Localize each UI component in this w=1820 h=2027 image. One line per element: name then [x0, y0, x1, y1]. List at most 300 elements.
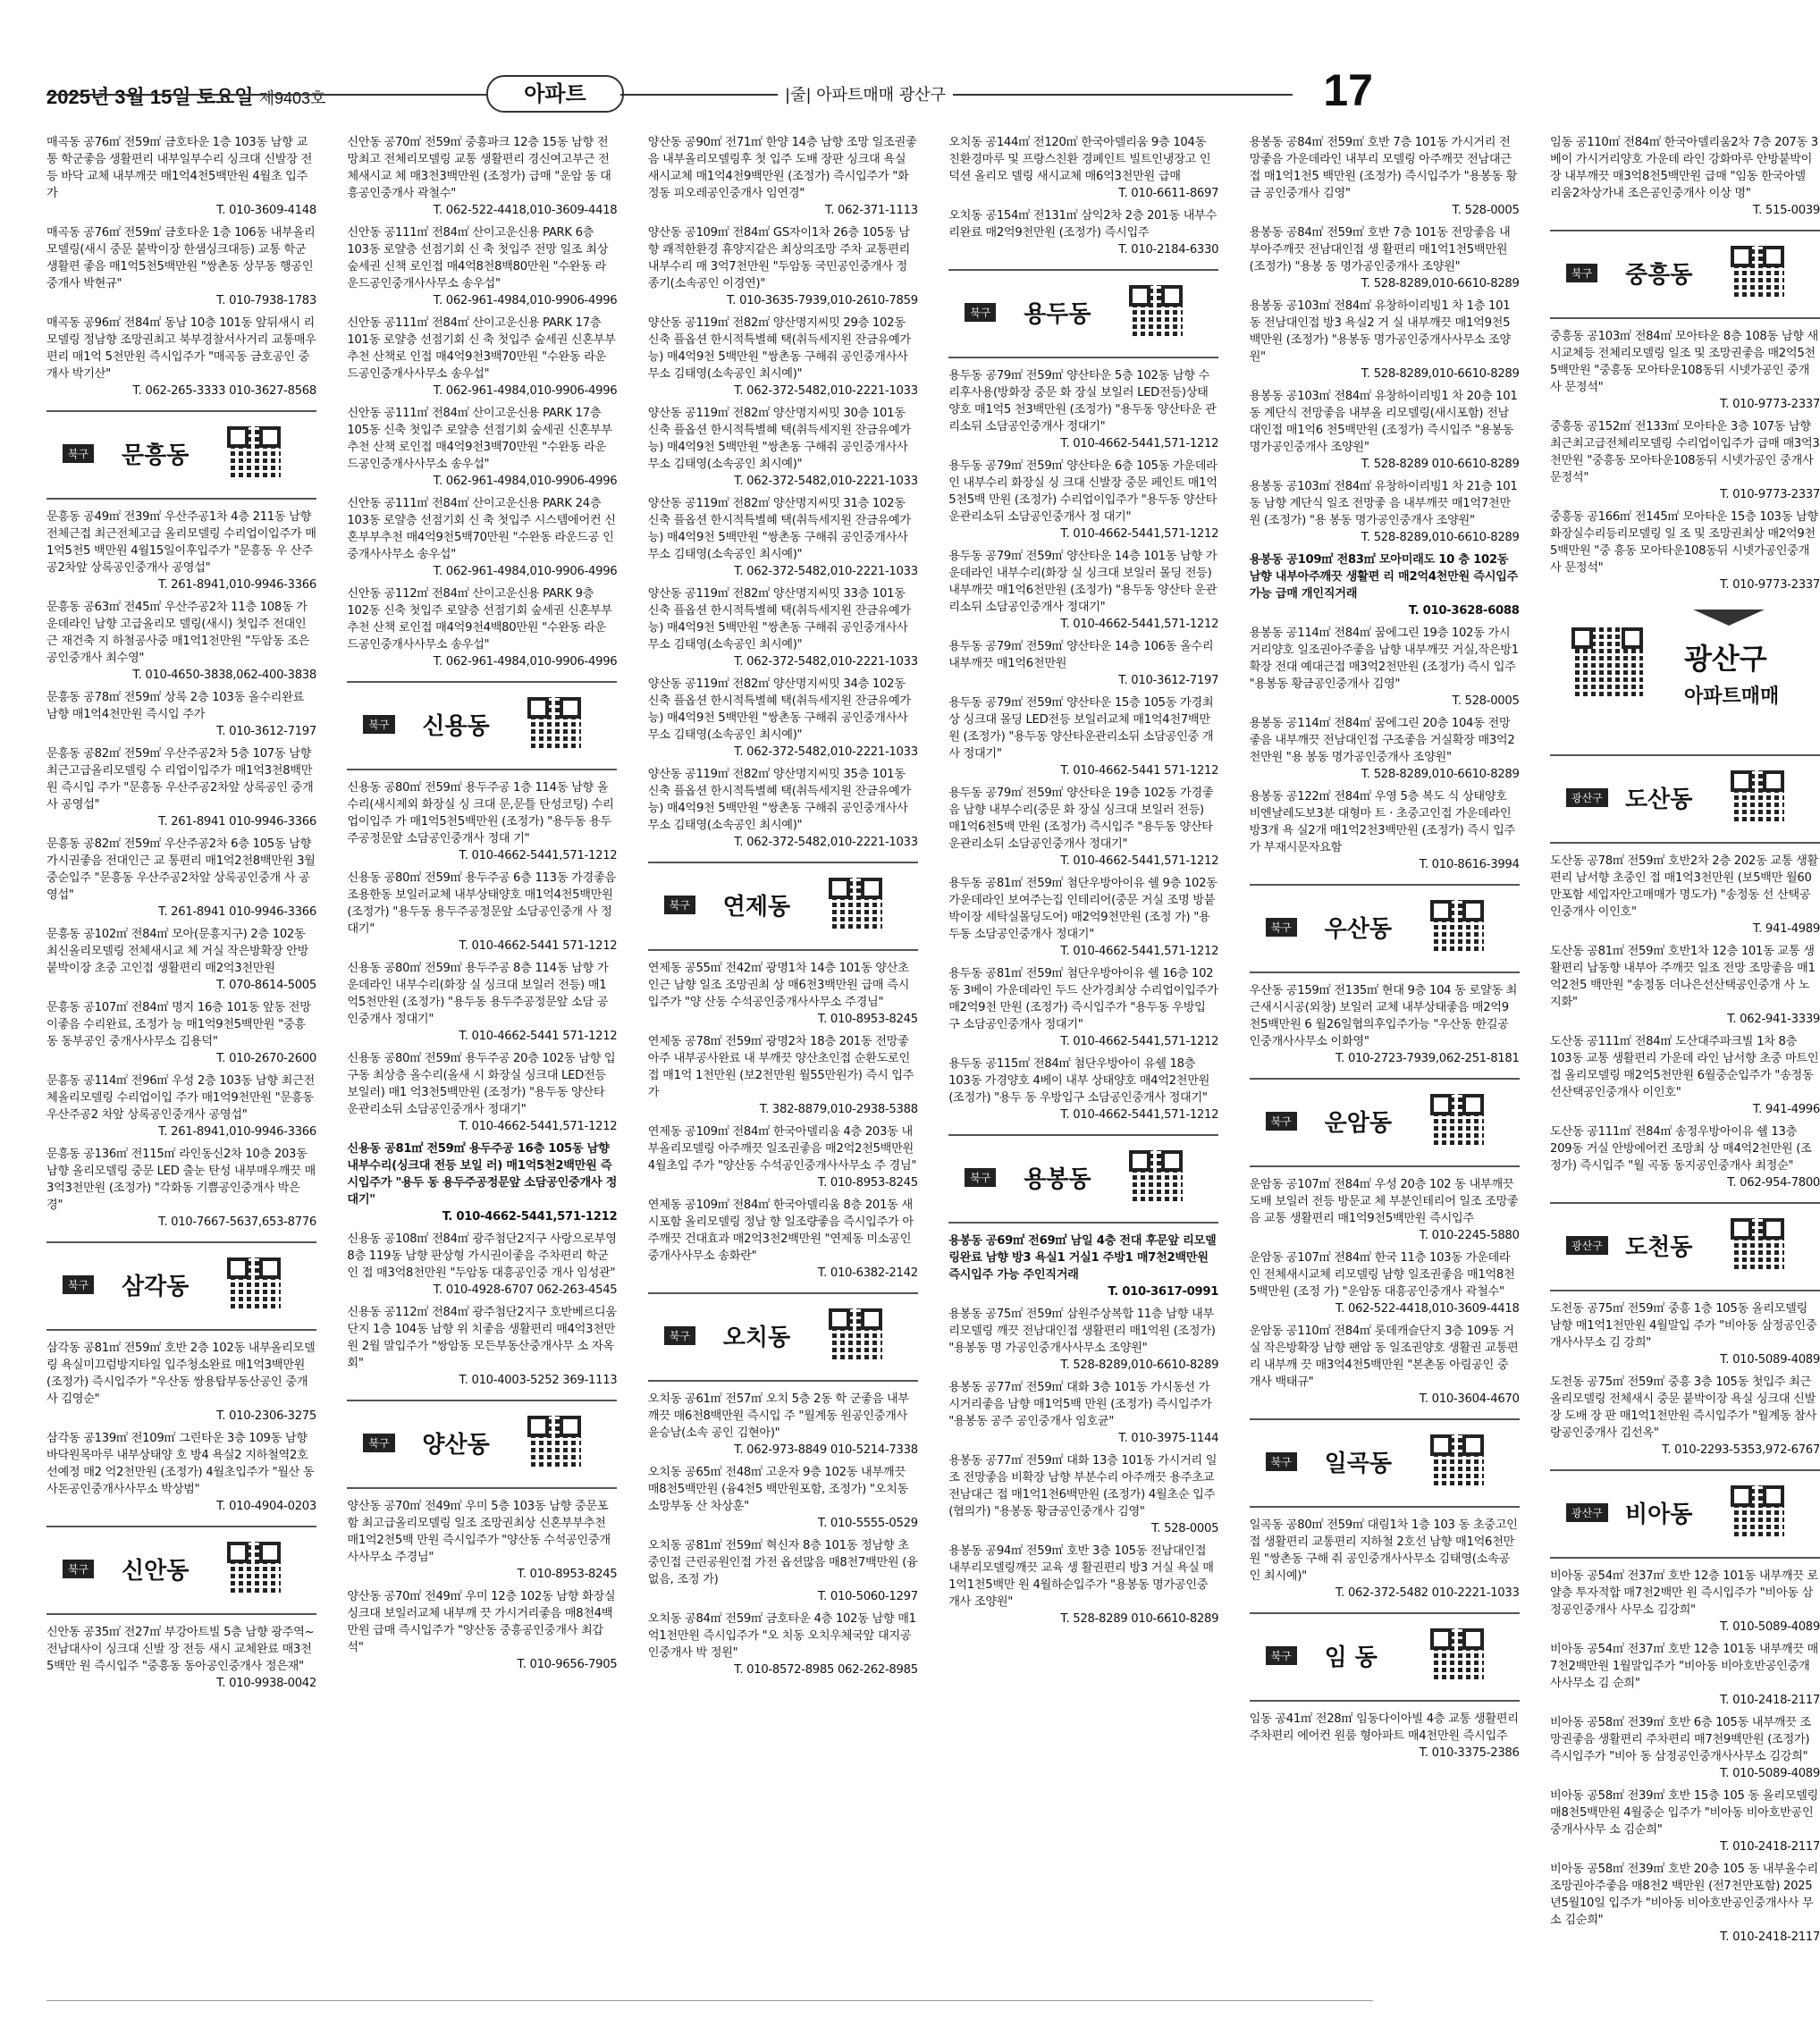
- listing-text: 일곡동 공80㎡ 전59㎡ 대림1차 1층 103 동 초중고인접 생활편리 교통편리 지하철 2호선 남향 매1억6천만원 "쌍촌동 구해 줘 공인중개사사무소 김태영(소속공인 최시예)": [1249, 1518, 1518, 1583]
- listing-phone: T. 528-8289 010-6610-8289: [1361, 458, 1520, 471]
- district-gu-badge: 북구: [1566, 264, 1597, 282]
- listing-item: [1550, 134, 1820, 219]
- listing-text: 신안동 공111㎡ 전84㎡ 산이고운신용 PARK 17층 105동 신축 첫입주 로얄층 선점기회 숲세권 신혼부부추천 산책 로인접 매4억9천3백70만원 "수완동 라운 드공인중개사사무소 송우섭": [347, 407, 612, 471]
- listing-phone: T. 010-4662-5441,571-1212: [1060, 945, 1219, 958]
- listing-text: 매곡동 공96㎡ 전84㎡ 동남 10층 101동 앞뒤새시 리모델링 정남향 조망권최고 북부경찰서사거리 교통매우편리 매1억 5천만원 즉시입주가 "매곡동 금호공인 중개사 박기산": [46, 316, 316, 381]
- listing-text: 용봉동 공77㎡ 전59㎡ 대화 13층 101동 가시거리 일조 전망좋음 비확장 남향 부분수리 아주깨끗 용주초교 전남대근 접 매1억1천6백만원 (조정가) 4월초순 입주(협의가) "용봉동 황금공인중개사 김영": [948, 1454, 1218, 1518]
- listing-phone: T. 010-7938-1783: [216, 294, 316, 307]
- arrow-down-icon: [1693, 610, 1765, 626]
- listing-item: [648, 405, 918, 490]
- qr-code-icon[interactable]: [527, 1416, 581, 1469]
- listing-text: 양산동 공119㎡ 전82㎡ 양산명지씨밋 35층 101동 신축 플옵션 한시적특별혜 택(취득세지원 잔금유예가능) 매4억9천 5백만원 "쌍촌동 구해줘 공인중개사사 무소 김태영(소속공인 최시예)": [647, 768, 911, 832]
- listing-phone: T. 010-9773-2337: [1720, 398, 1820, 411]
- listing-text: 비아동 공54㎡ 전37㎡ 호반 12층 101동 내부깨끗 로얄층 투자적합 매7천2백만 원 즉시입주가 "비아동 삼정공인중개사 사무소 김강희": [1550, 1569, 1818, 1617]
- district-heading: [1250, 1418, 1520, 1508]
- listing-text: 운암동 공107㎡ 전84㎡ 우성 20층 102 동 내부깨끗 도배 보일러 전등 방문교 체 부분인테리어 일조 조망좋음 교통 생활편리 매1억9천5백만원 즉시입주: [1249, 1178, 1519, 1225]
- district-gu-badge: 북구: [965, 303, 996, 322]
- listing-text: 비아동 공58㎡ 전39㎡ 호반 6층 105동 내부깨끗 조망권좋음 생활편리 주차편리 매7천9백만원 (조정가) 즉시입주가 "비아 동 삼정공인중개사사무소 김강희": [1550, 1716, 1811, 1763]
- listing-text: 중흥동 공103㎡ 전84㎡ 모아타운 8층 108동 남향 새시교체등 전체리모델링 일조 및 조망권좋음 매2억5천5백만원 "중흥동 모아타운108동뒤 시넷가공인 중개사 문정석": [1550, 330, 1818, 394]
- footer-rule: [46, 2000, 1373, 2001]
- listing-item: [948, 548, 1218, 633]
- listing-text: 문흥동 공63㎡ 전45㎡ 우산주공2차 11층 108동 가운데라인 남향 고급올리모 델링(새시) 첫입주 전대인근 재건축 지 하철공사중 매1억1천만원 "두암동 조은 공인중개사 최수영": [46, 601, 310, 665]
- listing-phone: T. 062-372-5482,010-2221-1033: [734, 836, 918, 849]
- listing-text: 도산동 공111㎡ 전84㎡ 도산대주파크빌 1차 8층 103동 교통 생활편리 가운데 라인 남서향 초중 마트인접 올리모델링 매2억5천만원 6월중순입주가 "송정동 선산택공인중개사 이인호": [1550, 1035, 1819, 1099]
- listing-text: 임동 공110㎡ 전84㎡ 한국아델리움2차 7층 207동 3베이 가시거리양호 가운데 라인 강화마루 안방붙박이장 내부깨끗 매3억8천5백만원 급매 "임동 한국아델 리움2차상가내 조은공인중개사 이상 명": [1550, 136, 1818, 200]
- district-gu-badge: 광산구: [1566, 788, 1608, 807]
- region-subtitle: 아파트매매: [1684, 685, 1780, 708]
- listing-item: [347, 1304, 617, 1389]
- listing-phone: T. 010-2293-5353,972-6767: [1662, 1443, 1820, 1457]
- listing-text: 문흥동 공82㎡ 전59㎡ 우산주공2차 5층 107동 남향 최근고급올리모델링 수 리업이입주가 매1억3천8백만원 즉시입 주가 "문흥동 우산주공2차앞 상록공인 중개사 공영섭": [46, 747, 314, 812]
- listing-text: 용두동 공79㎡ 전59㎡ 양산타운 19층 102동 가경좋음 남향 내부수리(중문 화 장실 싱크대 보일러 전등) 매1억6천5백 만원 (조정가) 즉시입주 "용두동 양산타 운관리소뒤 소담공인중개사 정대기": [948, 786, 1214, 851]
- listing-phone: T. 010-3375-2386: [1419, 1746, 1520, 1760]
- district-name: 오치동: [722, 1325, 791, 1351]
- listing-text: 삼각동 공139㎡ 전109㎡ 그린타운 3층 109동 남향 바닥원목마루 내부상태양 호 방4 욕실2 지하철역2호선예정 매2 억2천만원 (조정가) 4월초입주가 "월산 동 사돈공인중개사사무소 박상범": [46, 1432, 315, 1496]
- listing-text: 신용동 공80㎡ 전59㎡ 용두주공 20층 102동 남향 입구동 최상층 올수리(올새 시 화장실 싱크대 LED전등 보일러) 매1 억3천5백만원 (조정가) "용두동 양산타 운관리소뒤 소담공인중개사 정대기": [347, 1052, 616, 1116]
- listing-item: [1250, 788, 1520, 873]
- listing-item: [948, 638, 1218, 689]
- listing-text: 신안동 공35㎡ 전27㎡ 부강아트빌 5층 남향 광주역~전남대사이 싱크대 신발 장 전등 새시 교체완료 매3천5백만 원 즉시입주 "중흥동 동아공인중개사 정은재": [46, 1626, 315, 1673]
- district-heading: [347, 1400, 617, 1489]
- listing-item: [648, 134, 918, 219]
- qr-code-icon[interactable]: [1731, 770, 1784, 824]
- listing-phone: T. 062-522-4418,010-3609-4418: [1335, 1302, 1520, 1316]
- listing-text: 신용동 공80㎡ 전59㎡ 용두주공 6층 113동 가경좋음 조용한동 보일러교체 내부상태양호 매1억4천5백만원 (조정가) "용두동 용두주공정문앞 소담공인중개 사 정대기": [347, 871, 616, 936]
- listing-item: [1550, 1123, 1820, 1191]
- listing-phone: T. 010-4928-6707 062-263-4545: [433, 1283, 618, 1297]
- column-6: [1550, 134, 1820, 1993]
- listing-item: [948, 1543, 1218, 1627]
- listing-text: 용두동 공79㎡ 전59㎡ 양산타운 14층 106동 올수리 내부깨끗 매1억6천만원: [948, 640, 1214, 670]
- listing-text: 용봉동 공94㎡ 전59㎡ 호반 3층 105동 전남대인접 내부리모델링깨끗 교육 생 활권편리 방3 거실 욕실 매1억1천5백만 원 4월하순입주가 "용봉동 명가공인중 개사 조양원": [948, 1544, 1214, 1609]
- listing-phone: T. 010-4904-0203: [216, 1500, 316, 1513]
- column-2: [347, 134, 617, 1993]
- listing-text: 용봉동 공77㎡ 전59㎡ 대화 3층 101동 가시동선 가시거리좋음 남향 매1억5백 만원 (조정가) 즉시입주가 "용봉동 공주 공인중개사 임호균": [948, 1381, 1212, 1428]
- listing-phone: T. 010-3628-6088: [1408, 604, 1520, 618]
- district-gu-badge: 광산구: [1566, 1236, 1608, 1255]
- listing-phone: T. 010-4662-5441,571-1212: [1060, 854, 1219, 868]
- listing-text: 오치동 공65㎡ 전48㎡ 고운자 9층 102동 내부깨끗 매8천5백만원 (융4천5 백만원포함, 조정가) "오치동 소망부동 산 차상훈": [647, 1466, 908, 1513]
- listing-item: [948, 1452, 1218, 1537]
- listing-text: 연제동 공78㎡ 전59㎡ 광명2차 18층 201동 전망좋아주 내부공사완료 내 부깨끗 양산초인접 순환도로인접 매1억 1천만원 (보2천만원 월55만원가) 즉시 입주가: [647, 1035, 914, 1099]
- listing-text: 문흥동 공136㎡ 전115㎡ 라인동신2차 10층 203동 남향 올리모델링 중문 LED 출눈 탄성 내부매우깨끗 매3억3천만원 (조정가) "각화동 기쁨공인중개사 박은 경": [46, 1148, 316, 1212]
- listing-phone: T. 382-8879,010-2938-5388: [759, 1103, 918, 1116]
- district-heading: [1550, 1202, 1820, 1291]
- district-name: 신용동: [422, 713, 490, 740]
- district-heading: [347, 681, 617, 770]
- listing-item: [648, 315, 918, 400]
- listing-item: [948, 875, 1218, 960]
- listing-item: [1250, 551, 1520, 619]
- district-gu-badge: 북구: [363, 715, 394, 734]
- listing-phone: T. 062-371-1113: [825, 204, 918, 217]
- qr-code-icon[interactable]: [1571, 627, 1643, 699]
- listing-text: 신용동 공108㎡ 전84㎡ 광주첨단2지구 사랑으로부영 8층 119동 남향 판상형 가시권이좋음 주차편리 학군인 접 매3억8천만원 "두암동 대흥공인중 개사 임성관": [347, 1232, 617, 1280]
- listing-phone: T. 528-8289 010-6610-8289: [1060, 1612, 1219, 1626]
- header-rule-right: [620, 94, 1293, 96]
- district-heading: [46, 1526, 316, 1615]
- column-4: [948, 134, 1218, 1993]
- district-gu-badge: 북구: [664, 1326, 695, 1345]
- listing-text: 도산동 공111㎡ 전84㎡ 송정우방아이유 쉘 13층 209동 거실 안방에어컨 조망최 상 매4억2천만원 (조정가) 즉시입주 "월 곡동 동지공인중개사 최정순": [1550, 1125, 1812, 1173]
- listing-phone: T. 062-372-5482,010-2221-1033: [734, 745, 918, 759]
- listing-text: 도천동 공75㎡ 전59㎡ 중흥 3층 105동 첫입주 최근올리모델링 전체새시 중문 붙박이장 욕실 싱크대 신발장 도배 장 판 매1억1천만원 즉시입주가 "월계동 참사랑공인중개사 김선옥": [1550, 1375, 1816, 1440]
- listing-phone: T. 062-522-4418,010-3609-4418: [433, 204, 618, 217]
- listing-phone: T. 010-5089-4089: [1720, 1767, 1820, 1780]
- listing-text: 양산동 공70㎡ 전49㎡ 우미 12층 102동 남향 화장실 싱크대 보일러교체 내부깨 끗 가시거리좋음 매8천4백만원 급매 즉시입주가 "양산동 중흥공인중개사 최갑 석": [347, 1590, 616, 1654]
- listing-phone: T. 010-7667-5637,653-8776: [158, 1215, 316, 1229]
- listing-text: 중흥동 공166㎡ 전145㎡ 모아타운 15층 103동 남향 화장실수리등리모델링 일 조 및 조망권최상 매2억9천5백만원 "중 흥동 모아타운108동뒤 시넷가공인중개 사 문정석": [1550, 510, 1818, 575]
- district-gu-badge: 북구: [1266, 1646, 1297, 1665]
- listing-text: 신용동 공80㎡ 전59㎡ 용두주공 1층 114동 남향 올수리(새시제외 화장실 싱 크대 문,문틀 탄성코팅) 수리업이입주 가 매1억5천5백만원 (조정가) "용두동 용두주공정문앞 소담공인중개사 정대 기": [347, 781, 614, 845]
- column-1: [46, 134, 316, 1993]
- qr-code-icon[interactable]: [1129, 285, 1183, 339]
- listing-text: 신안동 공112㎡ 전84㎡ 산이고운신용 PARK 9층 102동 신축 첫입주 로얄층 선점기회 숲세권 신혼부부추천 산책 로인접 매4억9천4백80만원 "수완동 라운 드공인중개사사무소 송우섭": [347, 587, 612, 652]
- district-heading: [46, 1241, 316, 1331]
- column-5: [1250, 134, 1520, 1993]
- listing-item: [1550, 1033, 1820, 1118]
- listing-item: [347, 224, 617, 309]
- listing-phone: T. 062-372-5482,010-2221-1033: [734, 475, 918, 488]
- listing-text: 용두동 공81㎡ 전59㎡ 첨단우방아이유 쉘 9층 102동 가운데라인 보여주는집 인테리어(중문 거실 조명 방붙박이장 세탁실몰딩도어) 매2억9천만원 (조정 가) "용두동 소담공인중개사 정대기": [948, 877, 1218, 941]
- listing-text: 용봉동 공114㎡ 전84㎡ 꿈에그린 20층 104동 전망좋음 내부깨끗 전남대인접 구조좋음 거실확장 매3억2천만원 "용 봉동 명가공인중개사 조양원": [1249, 717, 1515, 764]
- listing-text: 임동 공41㎡ 전28㎡ 임동다이아빌 4층 교통 생활편리 주차편리 에어컨 원룸 형아파트 매4천만원 즉시입주: [1249, 1712, 1519, 1743]
- district-heading: [648, 1292, 918, 1382]
- listing-item: [948, 458, 1218, 542]
- listing-phone: T. 010-3617-0991: [1108, 1285, 1219, 1299]
- page-number: 17: [1323, 65, 1373, 115]
- listing-text: 신안동 공111㎡ 전84㎡ 산이고운신용 PARK 24층 103동 로얄층 선점기회 신 축 첫입주 시스템에어컨 신혼부부추천 매4억9천5백70만원 "수완동 라운드공 인중개사사무소 송우섭": [347, 497, 616, 561]
- district-gu-badge: 북구: [63, 1560, 94, 1578]
- district-name: 임 동: [1324, 1644, 1378, 1671]
- listing-phone: T. 010-6382-2142: [817, 1266, 918, 1280]
- listing-text: 양산동 공119㎡ 전82㎡ 양산명지씨밋 33층 101동 신축 플옵션 한시적특별혜 택(취득세지원 잔금유예가능) 매4억9천 5백만원 "쌍촌동 구해줘 공인중개사사 무소 김태영(소속공인 최시예)": [647, 587, 911, 652]
- listing-item: [1550, 853, 1820, 938]
- listing-text: 용두동 공115㎡ 전84㎡ 첨단우방아이 유쉘 18층 103동 가경양호 4베이 내부 상태양호 매4억2천만원 (조정가) "용두 동 우방입구 소담공인중개사 정대기": [948, 1057, 1210, 1105]
- section-subtitle: |줄| 아파트매매 광산구: [778, 82, 953, 105]
- listing-text: 도산동 공81㎡ 전59㎡ 호반1차 12층 101동 교통 생활편리 남동향 내부아 주깨끗 일조 전망 조망좋음 매1억2천5 백만원 "송정동 더나은선산택공인중개 사 노지화": [1550, 945, 1816, 1009]
- listing-item: [648, 960, 918, 1028]
- qr-code-icon[interactable]: [1430, 1628, 1484, 1682]
- listing-text: 문흥동 공78㎡ 전59㎡ 상록 2층 103동 올수리완료 남향 매1억4천만원 즉시입 주가: [46, 691, 304, 721]
- listing-item: [347, 1140, 617, 1225]
- listing-item: [1550, 509, 1820, 593]
- district-gu-badge: 북구: [664, 896, 695, 914]
- listing-phone: T. 528-0005: [1452, 694, 1520, 708]
- listing-item: [648, 1537, 918, 1605]
- listing-phone: T. 528-8289,010-6610-8289: [1361, 277, 1520, 290]
- listing-phone: T. 062-961-4984,010-9906-4996: [433, 475, 618, 488]
- listing-item: [948, 207, 1218, 258]
- section-title: 아파트: [486, 75, 624, 113]
- listing-phone: T. 010-8616-3994: [1419, 858, 1520, 871]
- listing-text: 용봉동 공103㎡ 전84㎡ 유창하이리빙1 차 21층 101동 남향 계단식 일조 전망좋 음 내부깨끗 매1억7천만원 (조정가) "용 봉동 명가공인중개사 조양원": [1249, 480, 1518, 527]
- listing-item: [46, 1146, 316, 1231]
- listing-phone: T. 010-4662-5441,571-1212: [459, 849, 618, 862]
- listing-text: 용두동 공79㎡ 전59㎡ 양산타운 5층 102동 남향 수리후사용(방화장 중문 화 장실 보일러 LED전등)상태양호 매1억5 천3백만원 (조정가) "용두동 양산타운 관리소뒤 소담공인중개사 정대기": [948, 369, 1217, 433]
- district-name: 양산동: [422, 1432, 490, 1459]
- listing-text: 운암동 공107㎡ 전84㎡ 한국 11층 103동 가운데라인 전체새시교체 리모델링 남향 일조권좋음 매1억8천5백만원 (조정 가) "운암동 대흥공인중개사 곽철수": [1249, 1251, 1515, 1299]
- listing-phone: T. 062-961-4984,010-9906-4996: [433, 294, 618, 307]
- listing-item: [1250, 625, 1520, 710]
- listing-phone: T. 010-4662-5441,571-1212: [1060, 1108, 1219, 1122]
- listing-phone: T. 010-2670-2600: [216, 1052, 316, 1065]
- listing-phone: T. 261-8941,010-9946-3366: [158, 578, 316, 592]
- listing-phone: T. 528-8289,010-6610-8289: [1361, 531, 1520, 544]
- listing-item: [648, 1197, 918, 1282]
- listing-item: [46, 836, 316, 921]
- listing-phone: T. 010-4662-5441 571-1212: [459, 1030, 618, 1043]
- listing-text: 신용동 공81㎡ 전59㎡ 용두주공 16층 105동 남향 내부수리(싱크대 전등 보일 러) 매1억5천2백만원 즉시입주가 "용두 동 용두주공정문앞 소담공인중개사 정 대기": [347, 1142, 618, 1207]
- listing-phone: T. 062-372-5482,010-2221-1033: [734, 565, 918, 578]
- listing-text: 용두동 공79㎡ 전59㎡ 양산타운 15층 105동 가경최상 싱크대 몰딩 LED전등 보일러교체 매1억4천7백만원 (조정가) "용두동 양산타운관리소뒤 소담공인중 개사 정대기": [948, 696, 1214, 761]
- listing-phone: T. 062-372-5482 010-2221-1033: [1335, 1586, 1520, 1600]
- listing-phone: T. 010-2418-2117: [1720, 1930, 1820, 1944]
- listing-phone: T. 010-8572-8985 062-262-8985: [734, 1663, 918, 1677]
- listing-text: 운암동 공110㎡ 전84㎡ 롯데캐슬단지 3층 109동 거실 작은방확장 남향 팬암 동 일조권양호 생활권 교통편리 내부깨 끗 매3억4천5백만원 "본촌동 아림공인 중개사 백태규": [1249, 1325, 1519, 1389]
- listing-phone: T. 062-961-4984,010-9906-4996: [433, 655, 618, 669]
- qr-code-icon[interactable]: [1731, 1485, 1784, 1539]
- listing-item: [1250, 388, 1520, 473]
- district-gu-badge: 북구: [1266, 918, 1297, 937]
- listing-phone: T. 010-3604-4670: [1419, 1392, 1520, 1406]
- qr-code-icon[interactable]: [1430, 1434, 1484, 1488]
- listing-phone: T. 528-0005: [1452, 204, 1520, 217]
- district-name: 비아동: [1625, 1501, 1693, 1528]
- listing-item: [347, 960, 617, 1045]
- qr-code-icon[interactable]: [1129, 1150, 1183, 1204]
- listing-item: [1250, 1176, 1520, 1244]
- district-gu-badge: 북구: [63, 1275, 94, 1294]
- listing-phone: T. 010-4662-5441 571-1212: [1060, 764, 1219, 778]
- district-heading: [1250, 1612, 1520, 1702]
- listing-phone: T. 062-961-4984,010-9906-4996: [433, 565, 618, 578]
- listing-item: [1550, 1714, 1820, 1782]
- listing-phone: T. 010-4662-5441,571-1212: [1060, 437, 1219, 450]
- district-name: 문흥동: [122, 442, 190, 469]
- listing-phone: T. 062-372-5482,010-2221-1033: [734, 384, 918, 398]
- listing-item: [1250, 224, 1520, 292]
- qr-code-icon[interactable]: [1430, 900, 1484, 954]
- listing-item: [1550, 328, 1820, 413]
- listing-item: [347, 1588, 617, 1673]
- listing-phone: T. 010-4662-5441 571-1212: [459, 939, 618, 953]
- listing-item: [948, 785, 1218, 870]
- listing-phone: T. 062-973-8849 010-5214-7338: [734, 1443, 918, 1457]
- listing-item: [1250, 1711, 1520, 1762]
- listing-item: [648, 224, 918, 309]
- listing-item: [46, 599, 316, 684]
- listing-text: 신용동 공80㎡ 전59㎡ 용두주공 8층 114동 남향 가운데라인 내부수리(화장 실 싱크대 보일러 전등) 매1억5천만원 (조정가) "용두동 용두주공정문앞 소담 공인중개사 정대기": [347, 962, 609, 1026]
- district-gu-badge: 북구: [363, 1434, 394, 1452]
- listing-phone: T. 010-5089-4089: [1720, 1353, 1820, 1367]
- listing-text: 우산동 공159㎡ 전135㎡ 현대 9층 104 동 로얄동 최근새시시공(외창) 보일러 교체 내부상태좋음 매2억9천5백만원 6 월26일협의후입주가능 "우산동 한길공 인중개사사무소 이화영": [1249, 984, 1518, 1048]
- listing-item: [347, 315, 617, 400]
- date-text: 2025년 3월 15일 토요일: [46, 86, 254, 108]
- listing-item: [648, 585, 918, 670]
- listing-phone: T. 010-2418-2117: [1720, 1840, 1820, 1854]
- listing-item: [46, 745, 316, 830]
- column-3: [648, 134, 918, 1993]
- listing-text: 삼각동 공81㎡ 전59㎡ 호반 2층 102동 내부올리모델링 욕실미끄럼방지타일 입주청소완료 매1억3백만원 (조정가) 즉시입주가 "우산동 쌍용탑부동산공인 중개사 김영순": [46, 1342, 316, 1406]
- qr-code-icon[interactable]: [829, 878, 882, 931]
- listing-item: [347, 495, 617, 580]
- listing-text: 신안동 공111㎡ 전84㎡ 산이고운신용 PARK 6층 103동 로얄층 선점기회 신 축 첫입주 전망 일조 최상 숲세권 신책 로인접 매4억8천8백80만원 "수완동 라 운드공인중개사사무소 송우섭": [347, 226, 609, 290]
- listing-text: 용봉동 공109㎡ 전83㎡ 모아미래도 10 층 102동 남향 내부아주깨끗 생활편 리 매2억4천만원 즉시입주가능 급매 개인직거래: [1249, 553, 1519, 601]
- issue-number: 제9403호: [258, 89, 326, 107]
- listing-text: 양산동 공109㎡ 전84㎡ GS자이1차 26층 105동 남향 쾌적한환경 휴양지같은 최상의조망 주차 교통편리 내부수리 매 3억7천만원 "두암동 국민공인중개사 정 종기(소속공인 이경연)": [647, 226, 910, 290]
- listing-item: [1550, 1568, 1820, 1636]
- listing-text: 오치동 공81㎡ 전59㎡ 혁신자 8층 101동 정남향 초중인접 근린공원인접 가전 옵션많음 매8천7백만원 (융없음, 조정 가): [647, 1539, 918, 1586]
- listing-phone: T. 528-0005: [1151, 1522, 1219, 1535]
- listing-item: [648, 1611, 918, 1678]
- listing-phone: T. 010-4662-5441,571-1212: [1060, 1035, 1219, 1048]
- district-name: 용봉동: [1024, 1166, 1091, 1193]
- listing-text: 양산동 공90㎡ 전71㎡ 한양 14층 남향 조망 일조권좋음 내부올리모델링후 첫 입주 도배 장판 싱크대 욕실 새시교체 매1억4천9백만원 (조정가) 즉시입주가 "화정동 피오레공인중개사 임연경": [647, 136, 917, 200]
- district-heading: [948, 269, 1218, 358]
- district-heading: [948, 1134, 1218, 1224]
- listing-item: [46, 1072, 316, 1140]
- listing-text: 양산동 공70㎡ 전49㎡ 우미 5층 103동 남향 중문포함 최고급올리모델링 일조 조망권최상 신혼부부추천 매1억2천5백 만원 즉시입주가 "양산동 수석공인중개 사사무소 주경님": [347, 1500, 611, 1564]
- listing-phone: T. 010-3975-1144: [1118, 1432, 1219, 1445]
- listing-item: [347, 1231, 617, 1299]
- listing-item: [1550, 1641, 1820, 1709]
- listing-text: 용봉동 공84㎡ 전59㎡ 호반 7층 101동 전망좋음 내부아주깨끗 전남대인접 생 활편리 매1억1천5백만원 (조정가) "용봉 동 명가공인중개사 조양원": [1249, 226, 1511, 273]
- listing-item: [46, 509, 316, 593]
- listing-item: [1250, 982, 1520, 1067]
- listing-item: [648, 1123, 918, 1191]
- district-name: 도산동: [1625, 786, 1693, 813]
- listing-phone: T. 261-8941,010-9946-3366: [158, 1125, 316, 1139]
- listing-text: 연제동 공55㎡ 전42㎡ 광명1차 14층 101동 양산초인근 남향 일조 조망권최 상 매6천3백만원 급매 즉시입주가 "양 산동 수석공인중개사사무소 주경님": [647, 962, 910, 1009]
- qr-code-icon[interactable]: [527, 697, 581, 751]
- listing-text: 오치동 공154㎡ 전131㎡ 삼익2차 2층 201동 내부수리완료 매2억9천만원 (조정가) 즉시입주: [948, 209, 1218, 240]
- district-heading: [1550, 230, 1820, 319]
- district-name: 신안동: [122, 1558, 190, 1585]
- listing-text: 양산동 공119㎡ 전82㎡ 양산명지씨밋 29층 102동 신축 플옵션 한시적특별혜 택(취득세지원 잔금유예가능) 매4억9천 5백만원 "쌍촌동 구해줘 공인중개사사 무소 김태영(소속공인 최시예)": [647, 316, 911, 381]
- listing-text: 문흥동 공107㎡ 전84㎡ 명지 16층 101동 앞동 전망이좋음 수리완료, 조정가 능 매1억9천5백만원 "중흥동 동부공인 중개사사무소 김용덕": [46, 1001, 311, 1048]
- listing-item: [347, 1498, 617, 1583]
- listing-item: [46, 224, 316, 309]
- listing-phone: T. 062-265-3333 010-3627-8568: [132, 384, 316, 398]
- listing-phone: T. 062-961-4984,010-9906-4996: [433, 384, 618, 398]
- listing-text: 용봉동 공103㎡ 전84㎡ 유창하이리빙1 차 20층 101동 계단식 전망좋음 내부올 리모델링(새시포함) 전남대인접 매1억6 천5백만원 (조정가) 즉시입주 "용봉동 명가공인중개사 조양원": [1249, 390, 1518, 454]
- listing-text: 비아동 공54㎡ 전37㎡ 호반 12층 101동 내부깨끗 매7천2백만원 1월말입주가 "비아동 비아호반공인중개사사무소 김 순희": [1550, 1643, 1818, 1690]
- listing-text: 용두동 공79㎡ 전59㎡ 양산타운 6층 105동 가운데라인 내부수리 화장실 싱 크대 신발장 중문 페인트 매1억5천5백 만원 (조정가) 수리업이입주가 "용두동 양산타운관리소뒤 소담공인중개사 정 대기": [948, 459, 1218, 524]
- district-name: 연제동: [722, 894, 791, 921]
- region-title: 광산구: [1684, 642, 1767, 676]
- listing-item: [948, 1306, 1218, 1374]
- qr-code-icon[interactable]: [227, 1257, 281, 1311]
- listing-item: [46, 1340, 316, 1425]
- qr-code-icon[interactable]: [227, 1542, 281, 1595]
- listing-item: [948, 694, 1218, 779]
- listing-text: 용두동 공79㎡ 전59㎡ 양산타운 14층 101동 남향 가운데라인 내부수리(화장 실 싱크대 보일러 몰딩 전등) 내부깨끗 매1억6천만원 (조정가) "용두동 양산타 운관리소뒤 소담공인중개사 정대기": [948, 550, 1218, 614]
- listing-item: [1250, 134, 1520, 219]
- listing-text: 도천동 공75㎡ 전59㎡ 중흥 1층 105동 올리모델링 남향 매1억1천만원 4월말입 주가 "비아동 삼정공인중개사사무소 김 강희": [1550, 1302, 1817, 1350]
- listing-item: [948, 134, 1218, 202]
- listing-text: 용봉동 공122㎡ 전84㎡ 우영 5층 복도 식 상태양호 비엔날레도보3분 대형마 트 · 초중고인접 가운데라인 방3개 욕 실2개 매1억2천3백만원 (조정가) 즉시 입주가 부재시문자요함: [1249, 790, 1515, 854]
- listing-item: [1250, 298, 1520, 383]
- listing-phone: T. 261-8941 010-9946-3366: [158, 905, 316, 919]
- listing-item: [1550, 1787, 1820, 1855]
- listing-phone: T. 261-8941 010-9946-3366: [158, 815, 316, 828]
- listing-phone: T. 010-5089-4089: [1720, 1620, 1820, 1634]
- qr-code-icon[interactable]: [1731, 246, 1784, 299]
- district-heading: [1550, 1469, 1820, 1559]
- listing-phone: T. 010-4650-3838,062-400-3838: [132, 669, 316, 682]
- qr-code-icon[interactable]: [1430, 1094, 1484, 1148]
- listing-text: 문흥동 공102㎡ 전84㎡ 모아(문흥지구) 2층 102동 최신올리모델링 전체새시교 체 거실 작은방확장 안방붙박이장 초중 고인접 생활편리 매2억3천만원: [46, 928, 309, 975]
- listing-text: 오치동 공61㎡ 전57㎡ 오치 5층 2동 학 군좋음 내부깨끗 매6천8백만원 즉시입 주 "월계동 원공인중개사 윤승남(소속 공인 김현아)": [647, 1392, 909, 1440]
- listing-phone: T. 010-3612-7197: [1118, 674, 1219, 687]
- district-name: 우산동: [1324, 916, 1392, 943]
- listing-item: [1250, 1517, 1520, 1602]
- listing-item: [347, 870, 617, 955]
- listing-phone: T. 010-6611-8697: [1118, 187, 1219, 200]
- listing-text: 신안동 공111㎡ 전84㎡ 산이고운신용 PARK 17층 101동 로얄층 선점기회 신 축 첫입주 숲세권 신혼부부추천 산책로 인접 매4억9천3백70만원 "수완동 라운 드공인중개사사무소 송우섭": [347, 316, 616, 381]
- listing-item: [648, 495, 918, 580]
- listing-item: [347, 1050, 617, 1135]
- listing-text: 양산동 공119㎡ 전82㎡ 양산명지씨밋 34층 102동 신축 플옵션 한시적특별혜 택(취득세지원 잔금유예가능) 매4억9천 5백만원 "쌍촌동 구해줘 공인중개사사 무소 김태영(소속공인 최시예)": [647, 677, 911, 742]
- listing-item: [347, 585, 617, 670]
- listing-text: 용봉동 공103㎡ 전84㎡ 유창하이리빙1 차 1층 101동 전남대인접 방3 욕실2 거 실 내부깨끗 매1억9천5백만원 (조정가) "용봉동 명가공인중개사사무소 조양원": [1249, 299, 1511, 364]
- listing-item: [1250, 1249, 1520, 1317]
- listing-item: [648, 766, 918, 851]
- listing-item: [648, 1464, 918, 1532]
- listing-phone: T. 010-2184-6330: [1118, 243, 1219, 257]
- district-name: 운암동: [1324, 1110, 1392, 1137]
- listing-text: 도산동 공78㎡ 전59㎡ 호반2차 2층 202동 교통 생활편리 남서향 초중인 접 매1억3천만원 (보5백만 월60만포함 세입자안고매매가 명도가) "송정동 선 산택공인중개사 이인호": [1550, 854, 1818, 919]
- listing-phone: T. 010-2723-7939,062-251-8181: [1335, 1052, 1520, 1065]
- district-name: 도천동: [1625, 1234, 1693, 1261]
- listing-phone: T. 010-2418-2117: [1720, 1694, 1820, 1707]
- listing-item: [648, 1033, 918, 1118]
- listing-phone: T. 010-3609-4148: [216, 204, 316, 217]
- listing-phone: T. 010-5060-1297: [817, 1590, 918, 1603]
- listing-phone: T. 528-8289,010-6610-8289: [1060, 1358, 1219, 1372]
- listings-area: [46, 134, 1820, 1993]
- listing-text: 매곡동 공76㎡ 전59㎡ 금호타운 1층 103동 남향 교통 학군좋음 생활편리 내부일부수리 싱크대 신발장 전등 바닥 교체 내부깨끗 매1억4천5백만원 4월초 입주가: [46, 136, 313, 200]
- listing-item: [46, 926, 316, 994]
- district-gu-badge: 북구: [1266, 1112, 1297, 1131]
- qr-code-icon[interactable]: [829, 1308, 882, 1362]
- listing-text: 용봉동 공75㎡ 전59㎡ 삼원주상복합 11층 남향 내부리모델링 깨끗 전남대인접 생활편리 매1억원 (조정가) "용봉동 명 가공인중개사사무소 조양원": [948, 1308, 1216, 1355]
- district-name: 용두동: [1024, 301, 1091, 328]
- listing-text: 신용동 공112㎡ 전84㎡ 광주첨단2지구 호반베르디움단지 1층 104동 남향 위 치좋음 생활편리 매4억3천만원 2월 말입주가 "쌍암동 모든부동산중개사무 소 자옥회": [347, 1306, 617, 1370]
- listing-phone: T. 070-8614-5005: [216, 979, 316, 992]
- listing-item: [347, 779, 617, 864]
- listing-phone: T. 010-9773-2337: [1720, 578, 1820, 592]
- qr-code-icon[interactable]: [227, 426, 281, 480]
- listing-phone: T. 062-954-7800: [1727, 1176, 1820, 1190]
- listing-text: 문흥동 공114㎡ 전96㎡ 우성 2층 103동 남향 최근전체올리모델링 수리업이입 주가 매1억9천만원 "문흥동 우산주공2 차앞 상록공인중개사 공영섭": [46, 1074, 315, 1122]
- listing-item: [46, 134, 316, 219]
- listing-item: [1550, 418, 1820, 503]
- listing-phone: T. 062-941-3339: [1727, 1013, 1820, 1026]
- header-rule-left: [46, 94, 486, 96]
- district-name: 일곡동: [1324, 1451, 1392, 1477]
- page-header: [46, 65, 1373, 122]
- listing-phone: T. 010-2306-3275: [216, 1409, 316, 1423]
- listing-item: [46, 1624, 316, 1692]
- listing-text: 비아동 공58㎡ 전39㎡ 호반 20층 105 동 내부올수리 조망권아주좋음 매8천2 백만원 (전7천만포함) 2025년5월10일 입주가 "비아동 비아호반공인중개사사 무소 김순희": [1550, 1863, 1818, 1927]
- listing-item: [948, 965, 1218, 1050]
- district-heading: [1250, 884, 1520, 973]
- listing-item: [347, 405, 617, 490]
- listing-item: [46, 315, 316, 400]
- qr-code-icon[interactable]: [1731, 1218, 1784, 1272]
